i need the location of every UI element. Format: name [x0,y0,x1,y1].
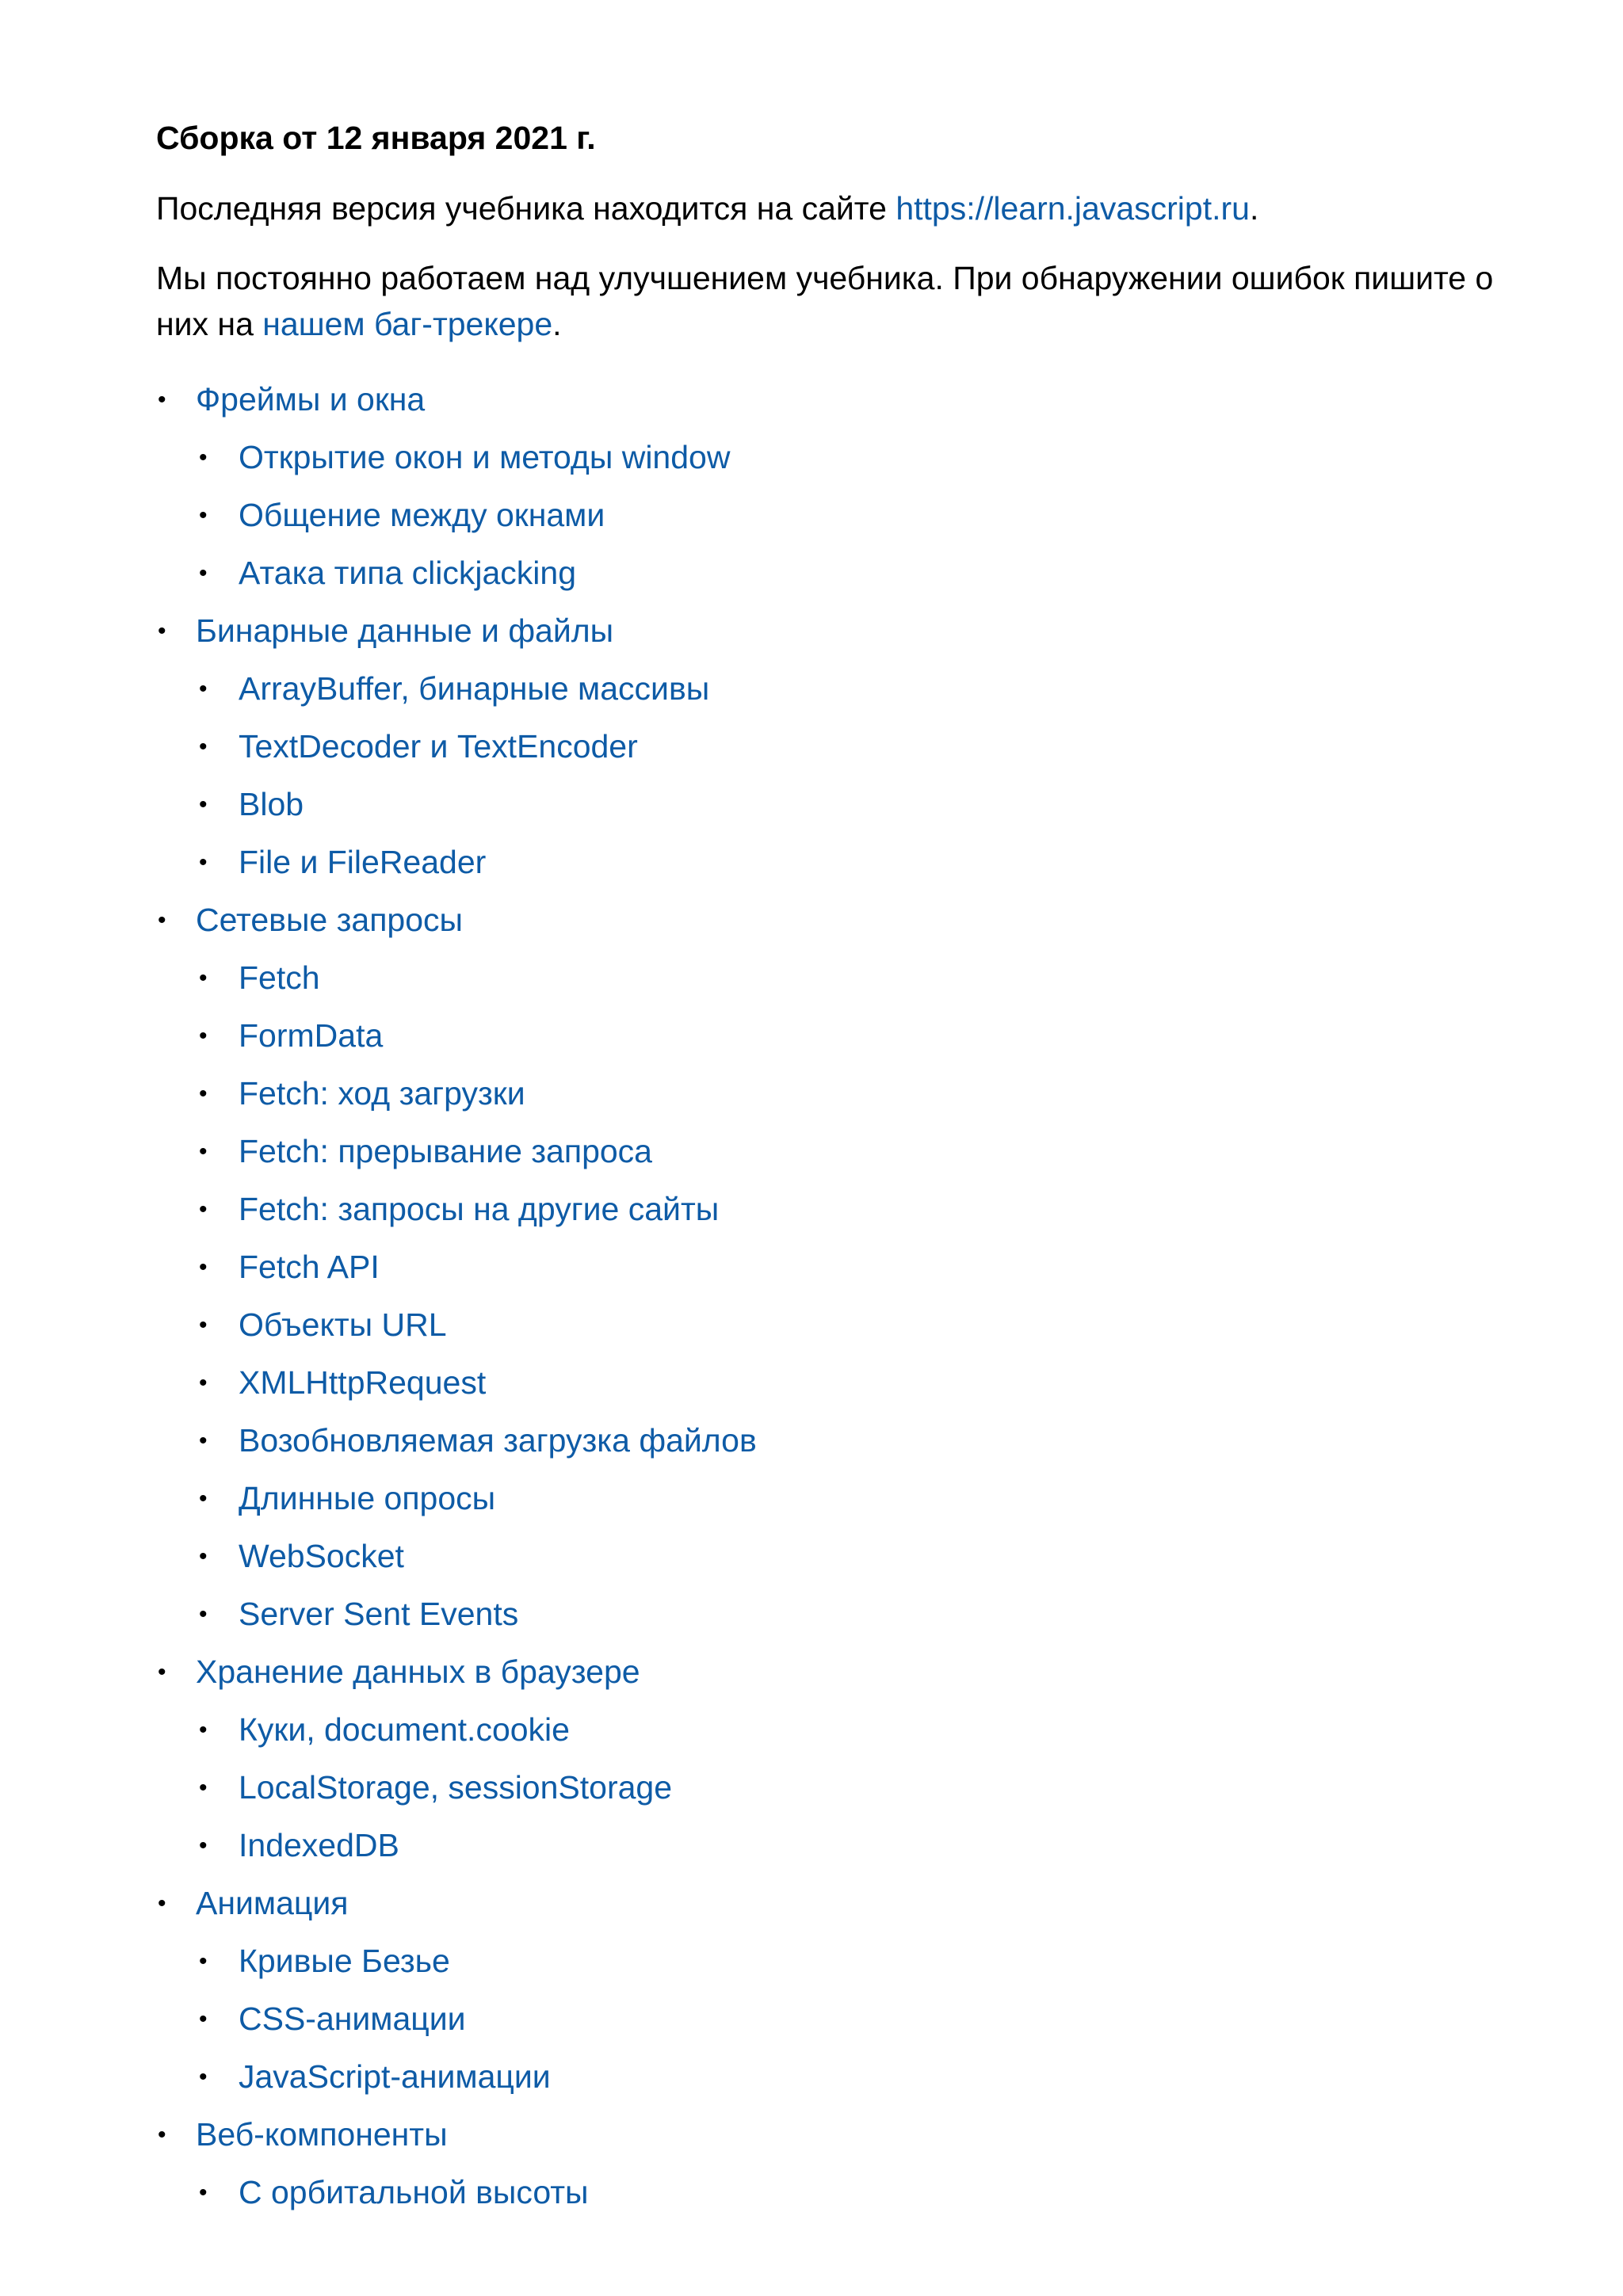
bullet-icon: • [158,387,166,413]
toc-subsection-item [156,660,1504,718]
build-date-heading: Сборка от 12 января 2021 г. [156,120,596,156]
toc-subsection-item [156,1932,1504,1990]
toc-subsection-link[interactable]: С орбитальной высоты [239,2174,589,2210]
bullet-icon: • [199,1948,208,1974]
toc-section-link[interactable]: Сетевые запросы [196,902,463,938]
bullet-icon: • [199,1312,208,1338]
bullet-icon: • [199,1601,208,1627]
toc-subsection-item [156,1817,1504,1875]
toc-subsection-item [156,1007,1504,1065]
bullet-icon: • [199,502,208,528]
toc-subsection-link[interactable]: Blob [239,786,304,822]
toc-section-link[interactable]: Веб-компоненты [196,2116,448,2153]
toc-subsection-link[interactable]: CSS-анимации [239,2000,466,2037]
bullet-icon: • [158,1890,166,1917]
bullet-icon: • [199,1428,208,1454]
toc-section-item [156,602,1504,660]
intro-paragraph-latest-version [156,185,1504,231]
toc-section-item [156,891,1504,949]
toc-subsection-item [156,1296,1504,1354]
toc-subsection-item [156,1123,1504,1180]
toc-subsection-item [156,1470,1504,1527]
toc-subsection-item [156,2164,1504,2222]
toc-subsection-link[interactable]: Куки, document.cookie [239,1711,570,1748]
toc-subsection-link[interactable]: Fetch: запросы на другие сайты [239,1191,720,1227]
bullet-icon: • [199,1196,208,1222]
toc-subsection-link[interactable]: Server Sent Events [239,1596,519,1632]
toc-subsection-link[interactable]: ArrayBuffer, бинарные массивы [239,670,710,707]
bullet-icon: • [199,560,208,586]
toc-subsection-link[interactable]: Объекты URL [239,1306,447,1343]
bullet-icon: • [199,444,208,471]
toc-subsection-link[interactable]: Возобновляемая загрузка файлов [239,1422,757,1459]
toc-section-item [156,1875,1504,1932]
bullet-icon: • [199,676,208,702]
toc-subsection-link[interactable]: TextDecoder и TextEncoder [239,728,638,765]
bullet-icon: • [199,1543,208,1569]
toc-subsection-link[interactable]: Fetch API [239,1249,380,1285]
toc-subsection-item [156,544,1504,602]
toc-subsection-item [156,1238,1504,1296]
bullet-icon: • [199,1081,208,1107]
toc-subsection-item [156,429,1504,486]
bug-tracker-link[interactable]: нашем баг-трекере [262,306,553,342]
bullet-icon: • [199,1023,208,1049]
site-link[interactable]: https://learn.javascript.ru [896,190,1250,227]
bullet-icon: • [199,1717,208,1743]
toc-subsection-item [156,1759,1504,1817]
toc-section-item [156,371,1504,429]
bullet-icon: • [199,791,208,818]
intro-text-2: Мы постоянно работаем над улучшением учебника. При обнаружении ошибок пишите о них на [156,260,1494,342]
bullet-icon: • [158,907,166,933]
bullet-icon: • [199,1833,208,1859]
bullet-icon: • [199,1254,208,1280]
toc-subsection-item [156,1412,1504,1470]
toc-subsection-link[interactable]: Длинные опросы [239,1480,496,1516]
toc-subsection-item [156,949,1504,1007]
bullet-icon: • [199,965,208,991]
toc-subsection-link[interactable]: FormData [239,1017,384,1054]
toc-subsection-item [156,2048,1504,2106]
toc-subsection-link[interactable]: Открытие окон и методы window [239,439,731,475]
toc-subsection-item [156,718,1504,776]
bullet-icon: • [199,1486,208,1512]
intro-text-1: Последняя версия учебника находится на сайте [156,190,896,227]
intro-text-1-end: . [1249,190,1259,227]
bullet-icon: • [158,1659,166,1685]
toc-subsection-link[interactable]: File и FileReader [239,844,487,880]
bullet-icon: • [199,2180,208,2206]
toc-subsection-link[interactable]: Общение между окнами [239,497,605,533]
toc-section-link[interactable]: Анимация [196,1885,349,1921]
toc-subsection-item [156,1354,1504,1412]
toc-subsection-item [156,1180,1504,1238]
bullet-icon: • [199,849,208,875]
toc-section-link[interactable]: Фреймы и окна [196,381,426,418]
toc-subsection-link[interactable]: IndexedDB [239,1827,399,1863]
bullet-icon: • [199,734,208,760]
toc-subsection-item [156,776,1504,833]
bullet-icon: • [199,2006,208,2032]
toc-subsection-link[interactable]: LocalStorage, sessionStorage [239,1769,673,1806]
bullet-icon: • [158,2122,166,2148]
intro-text-2-end: . [552,306,562,342]
toc-section-item [156,1643,1504,1701]
intro-paragraph-bug-tracker [156,255,1504,347]
toc-subsection-item [156,1527,1504,1585]
toc-section-link[interactable]: Бинарные данные и файлы [196,612,614,649]
bullet-icon: • [158,618,166,644]
toc-subsection-link[interactable]: JavaScript-анимации [239,2058,551,2095]
toc-subsection-item [156,1585,1504,1643]
toc-subsection-link[interactable]: Fetch: ход загрузки [239,1075,525,1112]
toc-subsection-item [156,1701,1504,1759]
toc-subsection-link[interactable]: XMLHttpRequest [239,1364,487,1401]
toc-subsection-link[interactable]: WebSocket [239,1538,404,1574]
table-of-contents [156,371,1504,2222]
toc-subsection-link[interactable]: Атака типа clickjacking [239,555,577,591]
bullet-icon: • [199,1775,208,1801]
toc-subsection-link[interactable]: Fetch: прерывание запроса [239,1133,652,1169]
toc-section-link[interactable]: Хранение данных в браузере [196,1653,640,1690]
toc-subsection-item [156,486,1504,544]
toc-subsection-link[interactable]: Fetch [239,959,320,996]
bullet-icon: • [199,2064,208,2090]
bullet-icon: • [199,1138,208,1165]
toc-subsection-link[interactable]: Кривые Безье [239,1943,450,1979]
toc-subsection-item [156,833,1504,891]
bullet-icon: • [199,1370,208,1396]
toc-subsection-item [156,1065,1504,1123]
toc-section-item [156,2106,1504,2164]
toc-subsection-item [156,1990,1504,2048]
